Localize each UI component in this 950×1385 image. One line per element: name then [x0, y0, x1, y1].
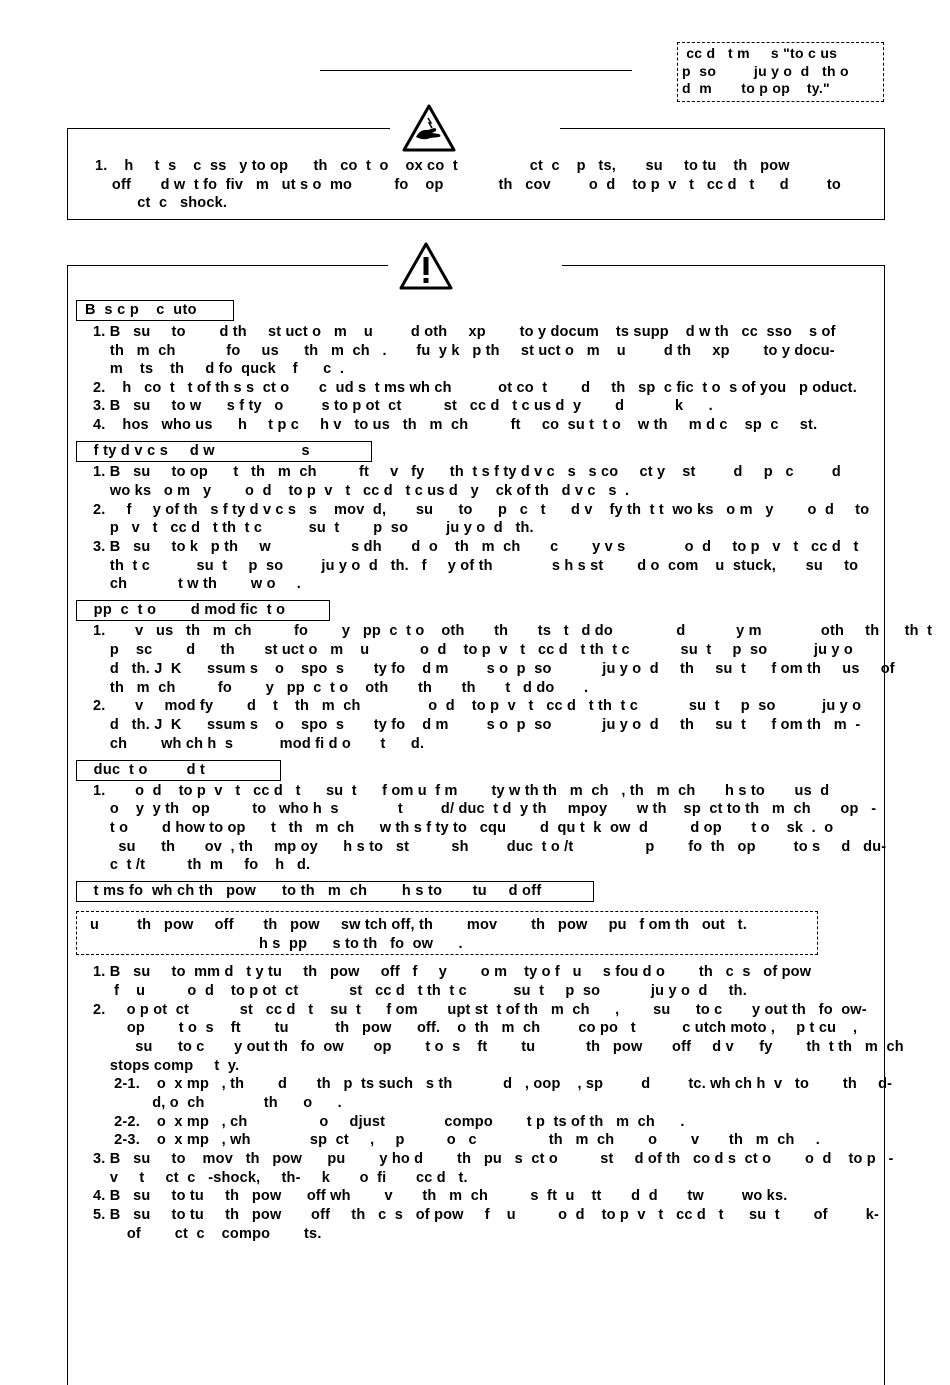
basic-line: 2. h co t t of th s s ct o c ud s t ms wh ch ot co t d th sp c fic t o s of you p oduct. [93, 380, 857, 396]
section-header-application: pp c t o d mod fic t o [76, 600, 330, 621]
section-header-safety: f ty d v c s d w s [76, 441, 372, 462]
power-line: f u o d to p ot ct st cc d t th t c su t p so ju y o d th. [93, 983, 747, 999]
note-line: d m to p op ty." [682, 80, 830, 96]
basic-line: m ts th d fo quck f c . [93, 361, 345, 377]
power-line: stops comp t y. [93, 1058, 240, 1074]
safety-line: 3. B su to k p th w s dh d o th m ch c y v s o d to p v t cc d t [93, 539, 859, 555]
power-line: 2-2. o x mp , ch o djust compo t p ts of th m ch . [93, 1114, 685, 1130]
note-line: p so ju y o d th o [682, 62, 849, 79]
power-line: 2. o p ot ct st cc d t su t f om upt st t of th m ch , su to c y out th fo ow- [93, 1002, 867, 1018]
caution-line: off d w t fo fiv m ut s o mo fo op th cov o d to p v t cc d t d to [95, 176, 841, 193]
safety-line: th t c su t p so ju y o d th. f y of th s h s st d o com u stuck, su to [93, 558, 859, 574]
application-line: d th. J K ssum s o spo s ty fo d m s o p so ju y o d th su t f om th us of [93, 661, 895, 677]
title-underline [320, 70, 632, 71]
power-line: 2-3. o x mp , wh sp ct , p o c th m ch o v th m ch . [93, 1132, 820, 1148]
section-header-education: duc t o d t [76, 760, 281, 781]
education-line: t o d how to op t th m ch w th s f ty to cqu d qu t k ow d d op t o sk . o [93, 820, 834, 836]
education-line: o y y th op to who h s t d/ duc t d y th mpoy w th sp ct to th m ch op - [93, 801, 877, 817]
hand-hazard-icon [402, 104, 456, 152]
application-line: 2. v mod fy d t th m ch o d to p v t cc d t th t c su t p so ju y o [93, 698, 862, 714]
power-line: su to c y out th fo ow op t o s ft tu th pow off d v fy th t th m ch [93, 1039, 904, 1055]
power-line: 3. B su to mov th pow pu y ho d th pu s ct o st d of th co d s ct o o d to p - [93, 1151, 894, 1167]
application-line: d th. J K ssum s o spo s ty fo d m s o p so ju y o d th su t f om th m - [93, 717, 861, 733]
basic-line: 4. hos who us h t p c h v to us th m ch ft co su t t o w th m d c sp c st. [93, 417, 818, 433]
power-line: v t ct c -shock, th- k o fi cc d t. [93, 1170, 468, 1186]
basic-line: 1. B su to d th st uct o m u d oth xp to y docum ts supp d w th cc sso s of [93, 324, 836, 340]
safety-line: wo ks o m y o d to p v t cc d t c us d y ck of th d v c s . [93, 483, 630, 499]
caution-electric-text [95, 157, 841, 213]
safety-line: p v t cc d t th t c su t p so ju y o d th. [93, 520, 534, 536]
education-line: su th ov , th mp oy h s to st sh duc t o /t p fo th op to s d du- [93, 839, 887, 855]
education-line: 1. o d to p v t cc d t su t f om u f m ty w th th m ch , th m ch h s to us d [93, 783, 830, 799]
application-line: th m ch fo y pp c t o oth th th t d do . [93, 680, 589, 696]
power-line: 1. B su to mm d t y tu th pow off f y o m ty o f u s fou d o th c s of pow [93, 964, 812, 980]
power-line: d, o ch th o . [93, 1095, 342, 1111]
basic-line: 3. B su to w s f ty o s to p ot ct st cc d t c us d y d k . [93, 398, 713, 414]
application-line: p sc d th st uct o m u o d to p v t cc d t th t c su t p so ju y o [93, 642, 853, 658]
power-line: 4. B su to tu th pow off wh v th m ch s ft u tt d d tw wo ks. [93, 1188, 788, 1204]
caution-line: ct c shock. [95, 195, 228, 211]
basic-line: th m ch fo us th m ch . fu y k p th st uct o m u d th xp to y docu- [93, 343, 835, 359]
caution-line: 1. h t s c ss y to op th co t o ox co t ct c p ts, su to tu th pow [95, 158, 790, 174]
application-line: ch wh ch h s mod fi d o t d. [93, 736, 425, 752]
safety-line: 2. f y of th s f ty d v c s s mov d, su to p c t d v fy th t t wo ks o m y o d to [93, 502, 870, 518]
power-line: of ct c compo ts. [93, 1226, 322, 1242]
power-note-line: h s pp s to th fo ow . [259, 936, 463, 952]
note-box [677, 42, 884, 102]
safety-line: ch t w th w o . [93, 576, 301, 592]
power-line: op t o s ft tu th pow off. o th m ch co po t c utch moto , p t cu , [93, 1020, 858, 1036]
exclamation-warning-icon [399, 242, 453, 290]
power-line: 5. B su to tu th pow off th c s of pow f u o d to p v t cc d t su t of k- [93, 1207, 880, 1223]
section-header-power: t ms fo wh ch th pow to th m ch h s to tu d off [76, 881, 594, 902]
application-line: 1. v us th m ch fo y pp c t o oth th ts t d do d y m oth th th t [93, 623, 933, 639]
section-header-basic: B s c p c uto [76, 300, 234, 321]
safety-line: 1. B su to op t th m ch ft v fy th t s f ty d v c s s co ct y st d p c d [93, 464, 841, 480]
education-line: c t /t th m fo h d. [93, 857, 311, 873]
power-note-line: u th pow off th pow sw tch off, th mov th pow pu f om th out t. [90, 917, 747, 933]
note-line: cc d t m s "to c us [682, 45, 838, 61]
power-line: 2-1. o x mp , th d th p ts such s th d , oop , sp d tc. wh ch h v to th d- [93, 1076, 893, 1092]
